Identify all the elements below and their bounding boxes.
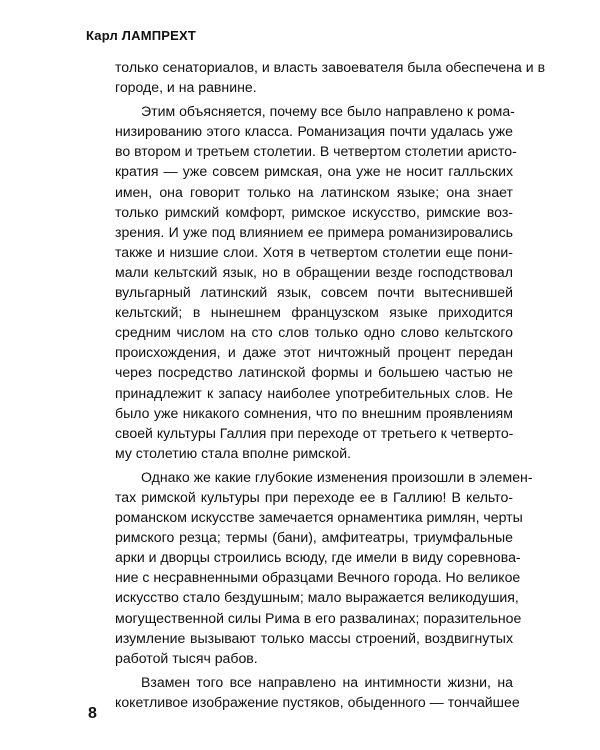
text-line: Однако же какие глубокие изменения произошли в элемен- [141, 468, 533, 485]
text-line: происхождения, и даже этот ничтожный процент передан [115, 344, 513, 361]
body-text [115, 57, 546, 712]
text-line: романском искусстве замечается орнаментика римлян, черты [115, 509, 523, 526]
paragraph [115, 672, 520, 712]
text-line: Взамен того все направлено на интимности жизни, на [141, 673, 513, 690]
text-line: Этим объясняется, почему все было направлено к рома- [141, 103, 515, 120]
text-line: работой тысяч рабов. [115, 649, 258, 666]
text-line: принадлежит к запасу наиболее употребительных слов. Не [115, 384, 513, 401]
text-line: имен, она говорит только на латинском языке; она знает [115, 183, 513, 200]
running-head: Карл ЛАМПРЕХТ [86, 28, 197, 43]
text-line: тах римской культуры при переходе ее в Галлию! В кельто- [115, 488, 513, 505]
text-line: только сенаториалов, и власть завоевателя была обеспечена и в [115, 59, 546, 75]
text-line: своей культуры Галлия при переходе от третьего к четверто- [115, 424, 514, 441]
paragraph [115, 467, 533, 668]
text-line: низированию этого класса. Романизация почти удалась уже [115, 123, 513, 140]
text-line: ние с несравненными образцами Вечного города. Но великое [115, 569, 521, 586]
text-line: арки и дворцы строились всюду, где имели в виду соревнова- [115, 549, 521, 566]
text-line: искусство стало бездушным; мало выражается великодушия, [115, 589, 519, 606]
text-line: кокетливое изображение пустяков, обыденного — тончайшее [115, 693, 520, 710]
paragraph [115, 101, 517, 463]
text-line: вульгарный латинский язык, совсем почти вытеснившей [115, 284, 513, 301]
text-line: му столетию стала вполне римской. [115, 444, 352, 461]
text-line: римского резца; термы (бани), амфитеатры, триумфальные [115, 529, 513, 546]
text-line: во втором и третьем столетии. В четвертом столетии аристо- [115, 143, 517, 160]
text-line: мали кельтский язык, но в обращении везде господствовал [115, 263, 513, 280]
text-line: через посредство латинской формы и большею частью не [115, 364, 513, 381]
text-line: средним числом на сто слов только одно слово кельтского [115, 324, 513, 341]
text-line: также и низшие слои. Хотя в четвертом столетии еще пони- [115, 243, 513, 260]
text-line: изумление вызывают только массы строений, воздвигнутых [115, 629, 513, 646]
paragraph [115, 57, 546, 97]
text-line: было уже никакого сомнения, что по внешним проявлениям [115, 404, 513, 421]
page-number: 8 [88, 705, 97, 722]
text-line: зрения. И уже под влиянием ее примера романизировались [115, 223, 513, 240]
text-line: могущественной силы Рима в его развалинах; поразительное [115, 609, 522, 626]
text-line: кельтский; в нынешнем французском языке приходится [115, 304, 513, 321]
text-line: только римский комфорт, римское искусство, римские воз- [115, 203, 513, 220]
text-line: городе, и на равнине. [115, 79, 257, 96]
text-line: кратия — уже совсем римская, она уже не носит галльских [115, 163, 513, 180]
